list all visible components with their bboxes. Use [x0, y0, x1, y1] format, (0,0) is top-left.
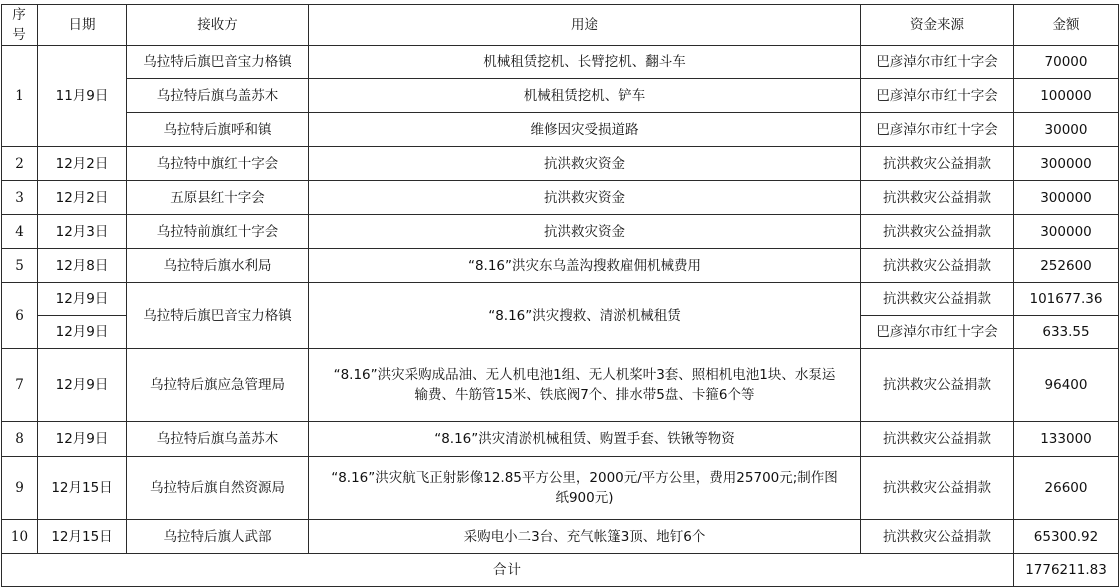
cell-source: 巴彦淖尔市红十字会: [861, 113, 1014, 147]
cell-source: 抗洪救灾公益捐款: [861, 520, 1014, 554]
cell-date: 12月9日: [38, 316, 127, 349]
cell-amount: 133000: [1014, 422, 1119, 457]
cell-amount: 65300.92: [1014, 520, 1119, 554]
cell-source: 巴彦淖尔市红十字会: [861, 46, 1014, 79]
header-recipient: 接收方: [127, 5, 309, 46]
cell-date: 12月2日: [38, 181, 127, 215]
cell-recipient: 五原县红十字会: [127, 181, 309, 215]
cell-seq: 4: [2, 215, 38, 249]
cell-amount: 100000: [1014, 79, 1119, 113]
cell-recipient: 乌拉特中旗红十字会: [127, 147, 309, 181]
cell-amount: 30000: [1014, 113, 1119, 147]
table-row: [2, 46, 1119, 79]
table-row: [2, 349, 1119, 422]
total-label: 合计: [2, 554, 1014, 587]
table-row: [2, 422, 1119, 457]
cell-date: 12月15日: [38, 520, 127, 554]
cell-date: 12月15日: [38, 457, 127, 520]
cell-seq: 10: [2, 520, 38, 554]
cell-seq: 8: [2, 422, 38, 457]
header-source: 资金来源: [861, 5, 1014, 46]
cell-recipient: 乌拉特后旗巴音宝力格镇: [127, 283, 309, 349]
cell-purpose: “8.16”洪灾航飞正射影像12.85平方公里，2000元/平方公里，费用25700元;制作图纸900元): [309, 457, 861, 520]
cell-purpose: 抗洪救灾资金: [309, 181, 861, 215]
cell-recipient: 乌拉特后旗应急管理局: [127, 349, 309, 422]
cell-recipient: 乌拉特后旗乌盖苏木: [127, 422, 309, 457]
cell-amount: 300000: [1014, 147, 1119, 181]
table-row: [2, 249, 1119, 283]
cell-source: 抗洪救灾公益捐款: [861, 422, 1014, 457]
cell-amount: 26600: [1014, 457, 1119, 520]
cell-purpose: 抗洪救灾资金: [309, 147, 861, 181]
cell-source: 抗洪救灾公益捐款: [861, 283, 1014, 316]
header-seq: 序号: [2, 5, 38, 46]
table-row: [2, 181, 1119, 215]
cell-recipient: 乌拉特后旗自然资源局: [127, 457, 309, 520]
cell-recipient: 乌拉特后旗巴音宝力格镇: [127, 46, 309, 79]
total-value: 1776211.83: [1014, 554, 1119, 587]
cell-recipient: 乌拉特后旗水利局: [127, 249, 309, 283]
cell-date: 12月2日: [38, 147, 127, 181]
donation-expenditure-table: [1, 4, 1119, 587]
cell-purpose: “8.16”洪灾东乌盖沟搜救雇佣机械费用: [309, 249, 861, 283]
cell-purpose: 维修因灾受损道路: [309, 113, 861, 147]
cell-seq: 5: [2, 249, 38, 283]
cell-amount: 300000: [1014, 215, 1119, 249]
cell-purpose: 抗洪救灾资金: [309, 215, 861, 249]
cell-source: 抗洪救灾公益捐款: [861, 181, 1014, 215]
cell-seq: 7: [2, 349, 38, 422]
cell-source: 巴彦淖尔市红十字会: [861, 316, 1014, 349]
table-row: [2, 215, 1119, 249]
table-row: [2, 283, 1119, 316]
cell-amount: 300000: [1014, 181, 1119, 215]
cell-date: 12月8日: [38, 249, 127, 283]
header-amount: 金额: [1014, 5, 1119, 46]
cell-purpose: 机械租赁挖机、铲车: [309, 79, 861, 113]
cell-date: 12月9日: [38, 422, 127, 457]
cell-source: 抗洪救灾公益捐款: [861, 457, 1014, 520]
cell-seq: 3: [2, 181, 38, 215]
cell-amount: 70000: [1014, 46, 1119, 79]
cell-date: 12月9日: [38, 349, 127, 422]
cell-source: 抗洪救灾公益捐款: [861, 147, 1014, 181]
cell-source: 抗洪救灾公益捐款: [861, 349, 1014, 422]
cell-seq: 6: [2, 283, 38, 349]
cell-source: 巴彦淖尔市红十字会: [861, 79, 1014, 113]
cell-source: 抗洪救灾公益捐款: [861, 215, 1014, 249]
cell-date: 12月3日: [38, 215, 127, 249]
table-row: [2, 457, 1119, 520]
cell-seq: 1: [2, 46, 38, 147]
header-row: [2, 5, 1119, 46]
cell-purpose: “8.16”洪灾清淤机械租赁、购置手套、铁锹等物资: [309, 422, 861, 457]
cell-amount: 96400: [1014, 349, 1119, 422]
header-purpose: 用途: [309, 5, 861, 46]
cell-source: 抗洪救灾公益捐款: [861, 249, 1014, 283]
cell-purpose: “8.16”洪灾采购成品油、无人机电池1组、无人机桨叶3套、照相机电池1块、水泵运输费、牛筋管15米、铁底阀7个、排水带5盘、卡箍6个等: [309, 349, 861, 422]
header-date: 日期: [38, 5, 127, 46]
table-row: [2, 147, 1119, 181]
cell-recipient: 乌拉特前旗红十字会: [127, 215, 309, 249]
cell-amount: 252600: [1014, 249, 1119, 283]
cell-amount: 101677.36: [1014, 283, 1119, 316]
cell-seq: 2: [2, 147, 38, 181]
cell-purpose: 机械租赁挖机、长臂挖机、翻斗车: [309, 46, 861, 79]
cell-date: 12月9日: [38, 283, 127, 316]
cell-recipient: 乌拉特后旗呼和镇: [127, 113, 309, 147]
table-row: [2, 113, 1119, 147]
cell-seq: 9: [2, 457, 38, 520]
cell-recipient: 乌拉特后旗乌盖苏木: [127, 79, 309, 113]
cell-date: 11月9日: [38, 46, 127, 147]
cell-recipient: 乌拉特后旗人武部: [127, 520, 309, 554]
cell-purpose: 采购电小二3台、充气帐篷3顶、地钉6个: [309, 520, 861, 554]
table-row: [2, 520, 1119, 554]
table-row: [2, 79, 1119, 113]
cell-purpose: “8.16”洪灾搜救、清淤机械租赁: [309, 283, 861, 349]
cell-amount: 633.55: [1014, 316, 1119, 349]
